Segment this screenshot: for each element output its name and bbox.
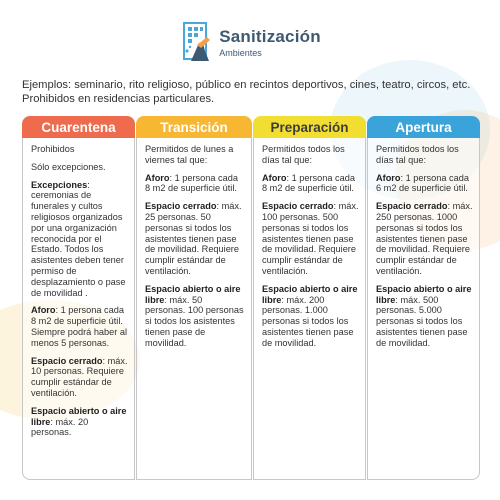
body-cuarentena — [22, 138, 135, 480]
sanitization-logo-icon — [179, 21, 213, 63]
header-cuarentena: Cuarentena — [22, 116, 135, 138]
transicion-closed-space: Espacio cerrado: máx. 25 personas. 50 personas si todos los asistentes tienen pase de movilidad. Requiere cumplir estándar de ventilación. — [145, 201, 242, 276]
brand-title: Sanitización — [219, 26, 321, 46]
brand-subtitle: Ambientes — [219, 47, 262, 58]
transicion-intro: Permitidos de lunes a viernes tal que: — [145, 144, 234, 165]
apertura-aforo: Aforo: 1 persona cada 6 m2 de superficie útil. — [376, 172, 469, 194]
intro-line-examples: Ejemplos: seminario, rito religioso, público en recintos deportivos, cines, teatro, circos, etc. — [22, 79, 471, 91]
cuarentena-aforo: Aforo: 1 persona cada 8 m2 de superficie útil. Siempre podrá haber al menos 5 personas. — [31, 305, 128, 348]
transicion-open-space: Espacio abierto o aire libre: máx. 50 personas. 100 personas si todos los asistentes tienen pase de movilidad. — [145, 283, 244, 348]
preparacion-closed-space: Espacio cerrado: máx. 100 personas. 500 personas si todos los asistentes tienen pase de movilidad. Requiere cumplir estándar de ventilación. — [262, 201, 359, 276]
cuarentena-closed-space: Espacio cerrado: máx. 10 personas. Requiere cumplir estándar de ventilación. — [31, 355, 128, 398]
column-cuarentena — [22, 116, 135, 480]
apertura-intro: Permitidos todos los días tal que: — [376, 144, 459, 165]
apertura-open-space: Espacio abierto o aire libre: máx. 500 personas. 5.000 personas si todos los asistentes tienen pase de movilidad. — [376, 283, 472, 348]
cuarentena-exceptions-only: Sólo excepciones. — [31, 161, 106, 172]
header-transicion: Transición — [136, 116, 252, 138]
column-apertura — [367, 116, 480, 480]
preparacion-aforo: Aforo: 1 persona cada 8 m2 de superficie útil. — [262, 172, 355, 194]
apertura-closed-space: Espacio cerrado: máx. 250 personas. 1000 personas si todos los asistentes tienen pase de movilidad. Requiere cumplir estándar de ventilación. — [376, 201, 473, 276]
header-apertura: Apertura — [367, 116, 480, 138]
intro-line-prohibited: Prohibidos en residencias particulares. — [22, 92, 215, 105]
phases-table — [22, 116, 480, 480]
cuarentena-open-space: Espacio abierto o aire libre: máx. 20 personas. — [31, 405, 127, 438]
preparacion-intro: Permitidos todos los días tal que: — [262, 144, 345, 165]
body-preparacion — [253, 138, 366, 480]
body-apertura — [367, 138, 480, 480]
cuarentena-exceptions: Excepciones: ceremonias de funerales y cultos religiosos organizados por una organización reconocida por el Estado. Todos los asistentes deben tener permiso de desplazamiento o pase de movilidad . — [31, 179, 126, 298]
preparacion-open-space: Espacio abierto o aire libre: máx. 200 personas. 1.000 personas si todos los asistentes tienen pase de movilidad. — [262, 283, 358, 348]
column-preparacion — [253, 116, 366, 480]
header-preparacion: Preparación — [253, 116, 366, 138]
body-transicion — [136, 138, 252, 480]
intro-text — [22, 79, 492, 106]
transicion-aforo: Aforo: 1 persona cada 8 m2 de superficie útil. — [145, 172, 238, 194]
cuarentena-status: Prohibidos — [31, 144, 75, 154]
brand-header — [0, 12, 500, 72]
column-transicion — [136, 116, 252, 480]
